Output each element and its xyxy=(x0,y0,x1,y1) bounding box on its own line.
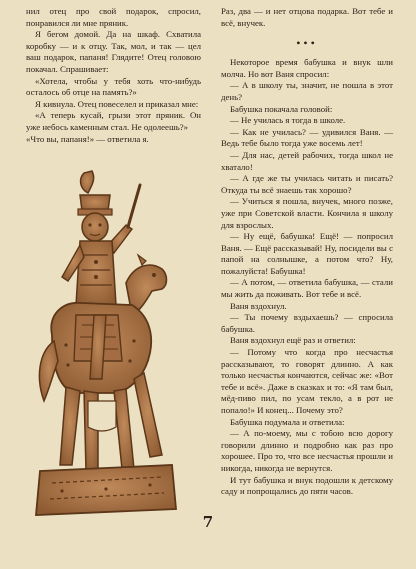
paragraph: — А по-моему, мы с тобою всю дорогу говорили длинно и подробно как раз про хорошее. Про то, что все несчастья прошли и никогда, никогда не вернутся. xyxy=(221,428,393,473)
paragraph: Бабушка покачала головой: xyxy=(230,103,333,114)
paragraph: — Как не училась? — удивился Ваня. — Ведь тебе было тогда уже восемь лет! xyxy=(221,126,393,149)
paragraph: — Потому что когда про несчастья рассказывают, то говорят длинно. А как только несчастья кончаются, сейчас же: «Вот тебе и всё». Даже в сказках и то: «Я там был, мёд-пиво пил, по усам текло, а в рот не попало!» И конец... Почему это? xyxy=(221,347,393,415)
paragraph: И тут бабушка и внук подошли к детскому саду и попрощались до пяти часов. xyxy=(221,474,393,497)
paragraph: Ваня вздохнул. xyxy=(230,300,287,311)
paragraph: — Для нас, детей рабочих, тогда школ не хватало! xyxy=(221,149,393,172)
paragraph: Раз, два — и нет отцова подарка. Вот тебе и всё, внучек. xyxy=(221,6,393,28)
paragraph: — Ну ещё, бабушка! Ещё! — попросил Ваня. — Ещё рассказывай! Ну, посидели вы с папой на солнышке, а потом что? Ну, пожалуйста! Бабушка! xyxy=(221,231,393,276)
paragraph: «Хотела, чтобы у тебя хоть что-нибудь осталось об отце на память?» xyxy=(26,75,201,98)
paragraph: нил отец про свой подарок, спросил, понравился ли мне пряник. xyxy=(26,6,201,28)
gingerbread-horseman-icon xyxy=(22,165,182,525)
paragraph: Я бегом домой. Да на шкаф. Схватила коробку — и к отцу. Так, мол, и так — цел ваш подарок, папаня! Глядите! Отец головою покачал. Спрашивает: xyxy=(26,29,201,74)
paragraph: — Не училась я тогда в школе. xyxy=(230,115,346,126)
paragraph: «А теперь кусай, грызи этот пряник. Он уже небось каменным стал. Не одолеешь?» xyxy=(26,110,201,132)
paragraph: Ваня вздохнул ещё раз и ответил: xyxy=(230,335,356,346)
left-column xyxy=(26,6,201,145)
paragraph: Я кивнула. Отец повеселел и приказал мне: xyxy=(35,98,199,109)
gingerbread-horseman-illustration xyxy=(22,165,182,525)
paragraph: — А где же ты училась читать и писать? Откуда ты всё знаешь так хорошо? xyxy=(221,173,393,195)
paragraph: — Ты почему вздыхаешь? — спросила бабушка. xyxy=(221,312,393,334)
paragraph: — А потом, — ответила бабушка, — стали мы жить да поживать. Вот тебе и всё. xyxy=(221,277,393,300)
paragraph: Некоторое время бабушка и внук шли молча. Но вот Ваня спросил: xyxy=(221,57,393,79)
right-column xyxy=(221,6,393,498)
paragraph: «Что вы, папаня!» — ответила я. xyxy=(26,133,149,144)
paragraph: — А в школу ты, значит, не пошла в этот день? xyxy=(221,80,393,102)
paragraph: Бабушка подумала и ответила: xyxy=(230,416,345,427)
paragraph: — Учиться я пошла, внучек, много позже, уже при Советской власти. Кончила я школу для взрослых. xyxy=(221,196,393,230)
section-separator: ••• xyxy=(296,36,318,51)
page-number: 7 xyxy=(202,513,214,531)
